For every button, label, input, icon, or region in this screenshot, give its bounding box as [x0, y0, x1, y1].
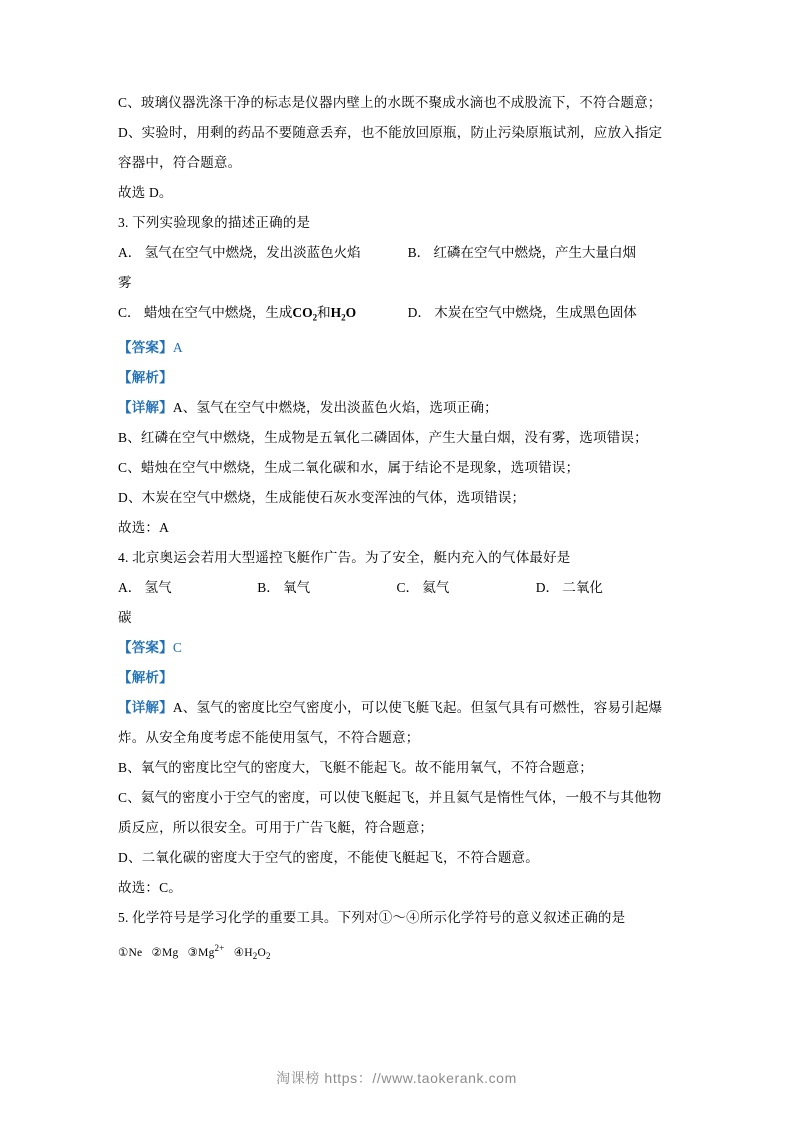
- question-3-conclusion: 故选：A: [118, 519, 170, 535]
- question-4-options: [118, 573, 675, 603]
- question-3-option-b: B． 红磷在空气中燃烧，产生大量白烟: [407, 245, 637, 260]
- question-3-option-c: C． 蜡烛在空气中燃烧，生成$CO_2$和$H_2O$: [118, 305, 357, 323]
- paragraph-option-c: C、玻璃仪器洗涤干净的标志是仪器内壁上的水既不聚成水滴也不成股流下，不符合题意；: [118, 95, 662, 110]
- question-4-detail-first: 【详解】A、氢气的密度比空气密度小，可以使飞艇飞起。但氢气具有可燃性，容易引起爆: [118, 699, 663, 715]
- question-4-option-d-cont: 碳: [118, 609, 132, 625]
- question-3-option-d: D． 木炭在空气中燃烧，生成黑色固体: [407, 305, 637, 320]
- question-3-option-b-cont: 雾: [118, 275, 132, 290]
- question-4-option-c: C． 氦气: [396, 579, 450, 595]
- question-4-detail-c-cont: 质反应，所以很安全。可用于广告飞艇，符合题意；: [118, 819, 434, 835]
- question-4-detail-c: C、氦气的密度小于空气的密度，可以使飞艇起飞，并且氦气是惰性气体，一般不与其他物: [118, 789, 662, 805]
- question-4-answer: [118, 633, 675, 663]
- question-3-options-row-1: [118, 238, 675, 268]
- question-4-analysis-label: 【解析】: [118, 669, 173, 685]
- question-4-option-b: B． 氧气: [257, 579, 311, 595]
- answer-label: 【答案】: [118, 639, 173, 655]
- question-5-symbols: ①Ne ②Mg $③Mg^{2+}$ $④H_2O_2$: [118, 942, 271, 961]
- answer-label: 【答案】: [118, 339, 173, 355]
- question-5-stem: 5. 化学符号是学习化学的重要工具。下列对①～④所示化学符号的意义叙述正确的是: [118, 909, 626, 925]
- answer-value: A: [172, 339, 183, 355]
- paragraph-option-d: D、实验时，用剩的药品不要随意丢弃，也不能放回原瓶，防止污染原瓶试剂，应放入指定容器中，符合题意。: [118, 125, 663, 170]
- question-4-option-d: D． 二氧化: [535, 579, 603, 595]
- question-3-detail-first: 【详解】A、氢气在空气中燃烧，发出淡蓝色火焰，选项正确；: [118, 399, 498, 415]
- question-3-answer: [118, 333, 675, 363]
- answer-value: C: [172, 639, 183, 655]
- question-4-detail-first-cont: 炸。从安全角度考虑不能使用氢气，不符合题意；: [118, 729, 420, 745]
- question-3-detail-b: B、红磷在空气中燃烧，生成物是五氧化二磷固体，产生大量白烟，没有雾，选项错误；: [118, 429, 648, 445]
- question-4-detail-d: D、二氧化碳的密度大于空气的密度，不能使飞艇起飞，不符合题意。: [118, 849, 539, 865]
- question-3-detail-d: D、木炭在空气中燃烧，生成能使石灰水变浑浊的气体，选项错误；: [118, 489, 526, 505]
- question-4-detail-b: B、氧气的密度比空气的密度大，飞艇不能起飞。故不能用氧气，不符合题意；: [118, 759, 594, 775]
- question-4-stem: 4. 北京奥运会若用大型遥控飞艇作广告。为了安全，艇内充入的气体最好是: [118, 549, 571, 565]
- question-3-detail-c: C、蜡烛在空气中燃烧，生成二氧化碳和水，属于结论不是现象，选项错误；: [118, 459, 580, 475]
- question-4-conclusion: 故选：C。: [118, 879, 183, 895]
- question-3-option-a: A． 氢气在空气中燃烧，发出淡蓝色火焰: [118, 245, 361, 260]
- paragraph-answer-d: 故选 D。: [118, 185, 173, 200]
- question-4-option-a: A． 氢气: [118, 579, 172, 595]
- question-3-analysis-label: 【解析】: [118, 369, 173, 385]
- watermark-footer: 淘课榜 https：//www.taokerank.com: [276, 1070, 517, 1086]
- question-3-options-row-2: [118, 298, 675, 333]
- question-3-stem: 3. 下列实验现象的描述正确的是: [118, 215, 311, 230]
